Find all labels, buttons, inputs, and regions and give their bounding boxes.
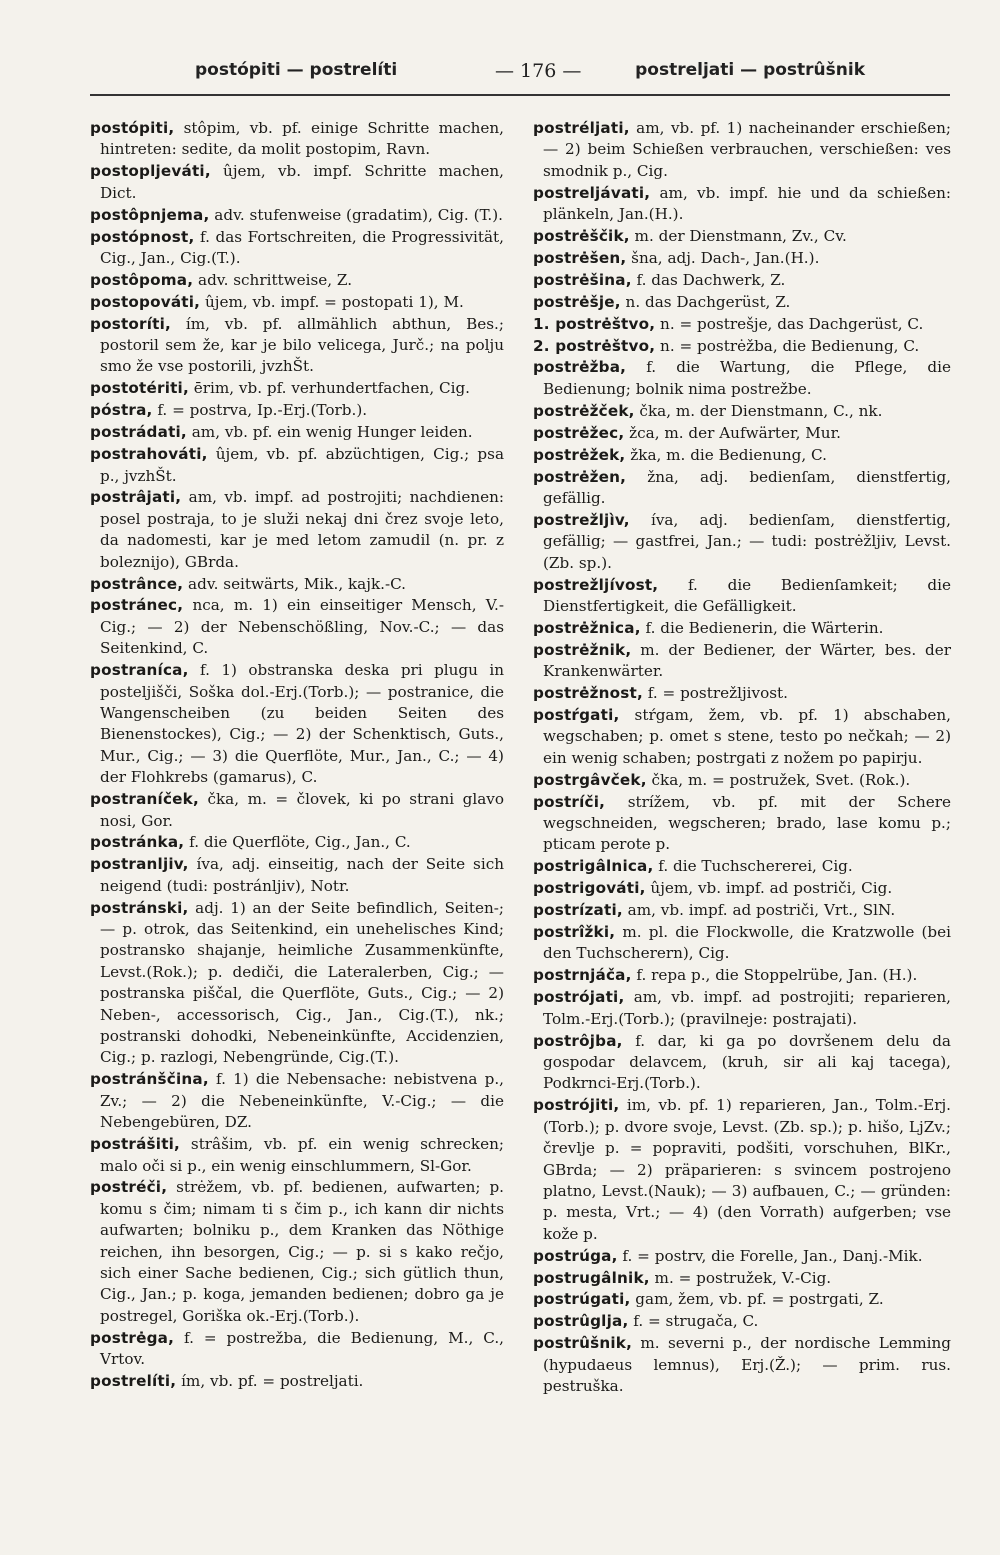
entry-definition: f. 1) obstranska deska pri plugu in posteljišči, Soška dol.-Erj.(Torb.); — postranice, die Wangenscheiben (zu beiden Seiten des Bienenstockes), Cig.; — 2) der Schenktisch, Guts., Mur., Cig.; — 3) die Querflöte, Mur., Jan., C.; — 4) der Flohkrebs (gamarus), C. [100,661,504,787]
entry-definition: f. = postrežljivost. [642,684,788,703]
entry-definition: am, vb. pf. 1) nacheinander erschießen; — 2) beim Schießen verbrauchen, verschießen: ves smodnik p., Cig. [543,119,951,180]
entry-definition: f. das Dachwerk, Z. [631,270,786,289]
dictionary-entry [533,878,951,899]
entry-headword: postrėšje, [533,292,621,311]
entry-definition: f. = postrežba, die Bedienung, M., C., Vrtov. [100,1328,504,1369]
entry-headword: postôpnjema, [90,205,210,224]
header-left-guideword: postópiti — postrelíti [195,60,398,80]
entry-headword: postrėščik, [533,227,630,246]
entry-headword: postrugâlnik, [533,1268,650,1287]
dictionary-entry [533,314,951,335]
dictionary-entry [90,227,504,270]
dictionary-entry [90,1328,504,1371]
entry-definition: f. die Querflöte, Cig., Jan., C. [184,833,411,852]
entry-headword: postôpoma, [90,270,194,289]
entry-headword: postrėžnost, [533,684,643,703]
dictionary-entry [533,510,951,574]
entry-definition: čka, m. = človek, ki po strani glavo nosi, Gor. [100,790,504,830]
entry-headword: postrežljìv, [533,510,630,529]
dictionary-entry [533,1095,951,1245]
entry-headword: postópnost, [90,227,195,246]
entry-definition: nca, m. 1) ein einseitiger Mensch, V.-Cig.; — 2) der Nebenschößling, Nov.-C.; — das Seitenkind, C. [100,596,504,658]
entry-headword: postopováti, [90,292,201,311]
dictionary-entry [533,1289,951,1310]
entry-definition: n. = postrešje, das Dachgerüst, C. [655,314,924,333]
entry-definition: stŕgam, žem, vb. pf. 1) abschaben, wegschaben; p. omet s stene, testo po nečkah; — 2) ein wenig schaben; postrgati z nožem po papirju. [543,705,951,767]
dictionary-entry [90,314,504,378]
entry-definition: am, vb. pf. ein wenig Hunger leiden. [186,423,473,442]
dictionary-entry [533,183,951,226]
dictionary-entry [90,444,504,487]
dictionary-entry [90,574,504,595]
entry-definition: n. = postrėžba, die Bedienung, C. [655,336,920,355]
dictionary-entry [90,422,504,443]
dictionary-entry [533,401,951,422]
header-rule [90,94,950,96]
entry-headword: postrûglja, [533,1312,629,1331]
entry-definition: f. die Tuchschererei, Cig. [653,857,853,876]
entry-headword: postraníca, [90,661,189,680]
dictionary-entry [533,965,951,986]
entry-headword: postrigâlnica, [533,857,654,876]
entry-definition: žca, m. der Aufwärter, Mur. [624,423,841,442]
entry-definition: f. = strugača, C. [628,1312,759,1331]
entry-headword: postrėžnica, [533,618,641,637]
entry-definition: strâšim, vb. pf. ein wenig schrecken; malo oči si p., ein wenig einschlummern, Sl-Gor. [100,1135,504,1175]
dictionary-entry [533,445,951,466]
dictionary-entry [90,205,504,226]
dictionary-entry [90,898,504,1069]
dictionary-entry [533,640,951,683]
entry-headword: postríči, [533,792,606,811]
entry-headword: postrízati, [533,901,623,920]
entry-headword: postréči, [90,1178,168,1197]
left-column [90,118,504,1393]
entry-headword: postrûšnik, [533,1334,633,1353]
entry-headword: postópiti, [90,119,175,137]
entry-headword: postránec, [90,596,184,615]
dictionary-entry [90,270,504,291]
entry-headword: postrúgati, [533,1290,631,1309]
entry-definition: m. pl. die Flockwolle, die Kratzwolle (bei den Tuchscherern), Cig. [543,923,951,963]
dictionary-entry [533,1031,951,1095]
entry-definition: ûjem, vb. impf. = postopati 1), M. [200,292,464,311]
entry-definition: žka, m. die Bedienung, C. [625,445,827,464]
entry-definition: m. der Bediener, der Wärter, bes. der Krankenwärter. [543,640,951,681]
entry-headword: postrėžnik, [533,640,632,659]
entry-definition: f. = postrv, die Forelle, Jan., Danj.-Mik. [617,1246,923,1265]
dictionary-entry [90,292,504,313]
entry-definition: adv. seitwärts, Mik., kajk.-C. [183,574,407,593]
entry-headword: 2. postrėštvo, [533,336,656,355]
entry-definition: am, vb. impf. ad postrojiti; reparieren, Tolm.-Erj.(Torb.); (pravilneje: postrajati). [543,988,951,1028]
entry-headword: postrėžen, [533,467,627,486]
entry-definition: f. die Bedienſamkeit; die Dienstfertigkeit, die Gefälligkeit. [543,575,951,615]
entry-definition: adv. schrittweise, Z. [193,270,353,289]
entry-headword: postopljeváti, [90,162,211,181]
dictionary-entry [533,270,951,291]
entry-headword: postrežljívost, [533,575,659,594]
dictionary-entry [533,1311,951,1332]
page-number: — 176 — [495,60,582,82]
entry-headword: postrânce, [90,574,184,593]
dictionary-entry [90,854,504,897]
entry-headword: postrâjati, [90,488,182,507]
dictionary-entry [533,423,951,444]
dictionary-entry [533,336,951,357]
entry-definition: f. dar, ki ga po dovršenem delu da gospodar delavcem, (kruh, sir ali kaj tacega), Podkrnci-Erj.(Torb.). [543,1031,951,1093]
dictionary-entry [533,575,951,618]
entry-definition: adv. stufenweise (gradatim), Cig. (T.). [209,205,503,224]
dictionary-entry [90,118,504,161]
entry-headword: postranljiv, [90,855,189,874]
dictionary-entry [533,226,951,247]
entry-headword: postrgâvček, [533,770,647,789]
entry-definition: čka, m. = postružek, Svet. (Rok.). [646,770,911,789]
page-header [195,60,865,88]
entry-headword: postrôjba, [533,1031,623,1050]
entry-definition: stôpim, vb. pf. einige Schritte machen, hintreten: sedite, da molit postopim, Ravn. [100,119,504,159]
entry-headword: postrášiti, [90,1135,181,1154]
dictionary-entry [533,856,951,877]
entry-headword: postrėžec, [533,423,625,442]
dictionary-entry [533,683,951,704]
entry-headword: postrnjáča, [533,966,632,985]
entry-headword: postrójati, [533,988,625,1007]
dictionary-entry [533,292,951,313]
entry-definition: f. 1) die Nebensache: nebistvena p., Zv.; — 2) die Nebeneinkünfte, V.-Cig.; — die Nebengebüren, DZ. [100,1070,504,1132]
entry-definition: strėžem, vb. pf. bedienen, aufwarten; p. komu s čim; nimam ti s čim p., ich kann dir nichts aufwarten; bolniku p., dem Kranken das Nöthige reichen, ihn besorgen, Cig.; — p. si s kako rečjo, sich einer Sache bedienen, Cig.; sich gütlich thun, Cig., Jan.; p. koga, jemanden bedienen; dobro ga je postregel, Goriška ok.-Erj.(Torb.). [100,1178,504,1325]
entry-headword: postrėga, [90,1328,175,1347]
dictionary-entry [533,357,951,400]
entry-headword: postoríti, [90,314,171,333]
dictionary-entry [90,595,504,659]
dictionary-entry [533,705,951,769]
entry-definition: ûjem, vb. impf. ad postriči, Cig. [645,879,893,898]
entry-definition: m. severni p., der nordische Lemming (hypudaeus lemnus), Erj.(Ž.); — prim. rus. pestruška. [543,1334,951,1396]
entry-headword: postrahováti, [90,445,208,464]
entry-headword: 1. postrėštvo, [533,314,656,333]
dictionary-entry [533,900,951,921]
entry-headword: postraníček, [90,790,199,809]
dictionary-entry [90,1177,504,1327]
entry-definition: f. repa p., die Stoppelrübe, Jan. (H.). [631,966,918,985]
entry-headword: postrójiti, [533,1096,620,1115]
entry-definition: žna, adj. bedienſam, dienstfertig, gefällig. [543,467,951,507]
entry-headword: póstra, [90,401,153,420]
entry-headword: postrėžba, [533,358,627,377]
entry-headword: postrėšen, [533,248,627,267]
dictionary-entry [90,660,504,788]
dictionary-entry [90,1069,504,1133]
entry-headword: postránščina, [90,1070,209,1089]
dictionary-entry [533,770,951,791]
dictionary-entry [533,118,951,182]
dictionary-entry [90,1371,504,1392]
entry-definition: šna, adj. Dach-, Jan.(H.). [626,248,820,267]
entry-headword: postrúga, [533,1246,618,1265]
dictionary-entry [533,1333,951,1397]
entry-definition: m. = postružek, V.-Cig. [649,1268,832,1287]
entry-headword: postrigováti, [533,879,646,898]
entry-definition: n. das Dachgerüst, Z. [620,292,791,311]
entry-definition: am, vb. impf. ad postrojiti; nachdienen: posel postraja, to je služi nekaj dni črez svoje leto, da nadomesti, kar je med letom zamudil (n. pr. z boleznijo), GBrda. [100,488,504,571]
entry-headword: postrėžček, [533,401,635,420]
entry-definition: f. die Bedienerin, die Wärterin. [640,618,884,637]
entry-definition: f. das Fortschreiten, die Progressivität, Cig., Jan., Cig.(T.). [100,227,504,267]
entry-headword: postréljati, [533,119,630,137]
entry-definition: ûjem, vb. impf. Schritte machen, Dict. [100,162,504,202]
entry-definition: strížem, vb. pf. mit der Schere wegschneiden, wegscheren; brado, lase komu p.; pticam perote p. [543,792,951,854]
dictionary-entry [90,832,504,853]
entry-definition: ērim, vb. pf. verhundertfachen, Cig. [188,379,471,398]
dictionary-entry [533,1268,951,1289]
entry-definition: íva, adj. einseitig, nach der Seite sich neigend (tudi: postránljiv), Notr. [100,855,504,895]
entry-headword: postreljávati, [533,183,651,202]
dictionary-entry [533,987,951,1030]
dictionary-entry [90,161,504,204]
entry-definition: f. die Wartung, die Pflege, die Bedienung; bolnik nima postrežbe. [543,358,951,398]
dictionary-entry [90,789,504,832]
entry-definition: am, vb. impf. ad postriči, Vrt., SlN. [622,901,896,920]
entry-headword: postrėšina, [533,270,632,289]
entry-definition: ûjem, vb. pf. abzüchtigen, Cig.; psa p., jvzhŠt. [100,445,504,485]
entry-headword: postrádati, [90,423,187,442]
dictionary-entry [533,922,951,965]
dictionary-entry [90,400,504,421]
entry-headword: postránka, [90,833,185,852]
entry-definition: čka, m. der Dienstmann, C., nk. [634,401,883,420]
dictionary-entry [533,248,951,269]
dictionary-entry [533,467,951,510]
entry-definition: ím, vb. pf. = postreljati. [176,1372,364,1391]
dictionary-entry [533,1246,951,1267]
entry-definition: gam, žem, vb. pf. = postrgati, Z. [630,1290,884,1309]
entry-definition: f. = postrva, Ip.-Erj.(Torb.). [152,401,368,420]
dictionary-entry [533,618,951,639]
entry-definition: am, vb. impf. hie und da schießen: plänkeln, Jan.(H.). [543,183,951,224]
entry-headword: postrelíti, [90,1372,177,1391]
entry-headword: postotériti, [90,379,189,398]
dictionary-entry [90,1134,504,1177]
dictionary-entry [533,792,951,856]
right-column [533,118,951,1398]
entry-definition: ím, vb. pf. allmählich abthun, Bes.; postoril sem že, kar je bilo velicega, Jurč.; na polju smo že vse postorili, jvzhŠt. [100,314,504,376]
entry-definition: íva, adj. bedienſam, dienstfertig, gefällig; — gastfrei, Jan.; — tudi: postrėžljiv, Levst.(Zb. sp.). [543,510,951,572]
entry-headword: postrîžki, [533,923,616,942]
entry-headword: postŕgati, [533,705,620,724]
entry-definition: adj. 1) an der Seite befindlich, Seiten-; — p. otrok, das Seitenkind, ein unehelisches Kind; postransko shajanje, heimliche Zusammenkünfte, Levst.(Rok.); p. dediči, die Lateralerben, Cig.; — postranska piščal, die Querflöte, Guts., Cig.; — 2) Neben-, accessorisch, Cig., Jan., Cig.(T.), nk.; postranski dohodki, Nebeneinkünfte, Accidenzien, Cig.; p. razlogi, Nebengründe, Cig.(T.). [100,898,504,1067]
entry-definition: im, vb. pf. 1) reparieren, Jan., Tolm.-Erj.(Torb.); p. dvore svoje, Levst. (Zb. sp.); p. hišo, LjZv.; črevlje p. = popraviti, podšiti, vorschuhen, BlKr., GBrda; — 2) präparieren: s svincem postrojeno platno, Levst.(Nauk); — 3) aufbauen, C.; — gründen: p. mesta, Vrt.; — 4) (den Vorrath) aufgerben; vse kože p. [543,1096,951,1243]
dictionary-entry [90,487,504,573]
header-right-guideword: postreljati — postrûšnik [635,60,865,80]
entry-definition: m. der Dienstmann, Zv., Cv. [629,227,847,246]
dictionary-entry [90,378,504,399]
entry-headword: postránski, [90,898,189,917]
entry-headword: postrėžek, [533,445,626,464]
